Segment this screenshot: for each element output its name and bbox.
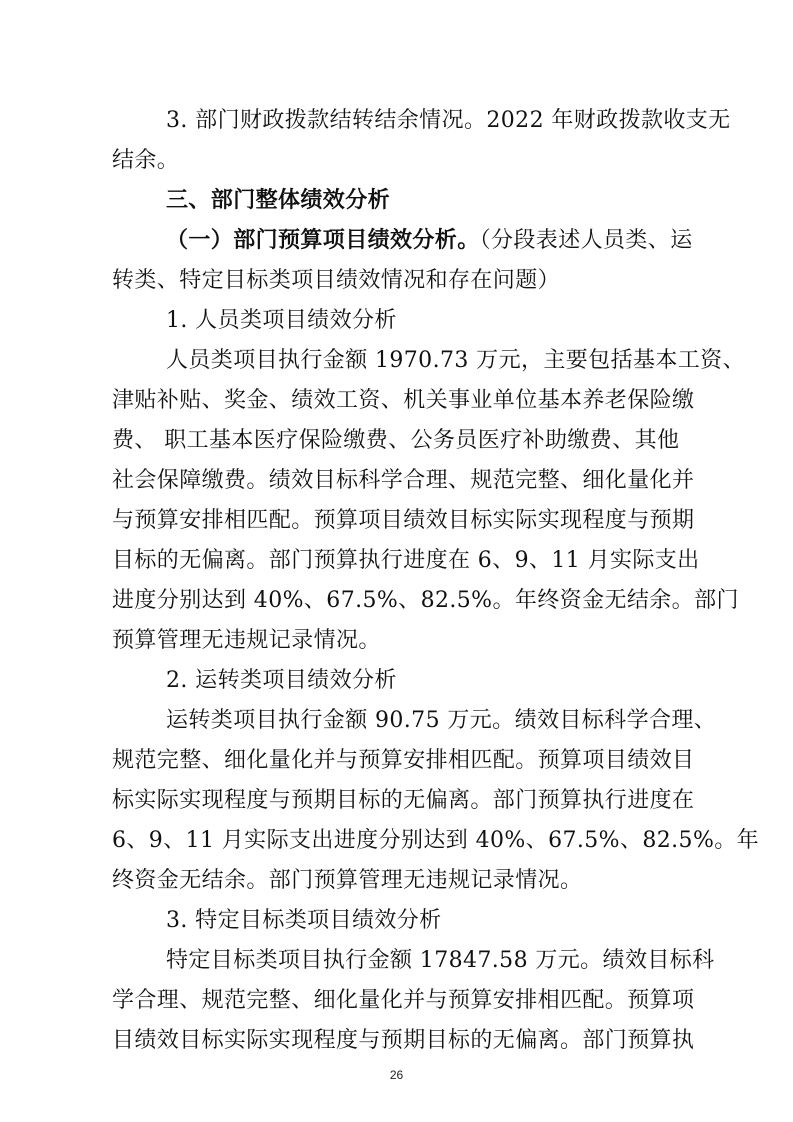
item-heading: 2. 运转类项目绩效分析: [166, 668, 397, 693]
paragraph-line: 社会保障缴费。绩效目标科学合理、规范完整、细化量化并: [112, 468, 695, 493]
paragraph-line: 特定目标类项目执行金额 17847.58 万元。绩效目标科: [166, 948, 715, 973]
paragraph-line: 人员类项目执行金额 1970.73 万元，主要包括基本工资、: [166, 348, 745, 373]
paragraph-line: 费、 职工基本医疗保险缴费、公务员医疗补助缴费、其他: [112, 428, 680, 453]
paragraph-line: 标实际实现程度与预期目标的无偏离。部门预算执行进度在: [112, 788, 695, 813]
paragraph-line: 学合理、规范完整、细化量化并与预算安排相匹配。预算项: [112, 988, 695, 1013]
item-heading: 1. 人员类项目绩效分析: [166, 308, 397, 333]
subsection-heading: （一）部门预算项目绩效分析。: [166, 228, 480, 253]
paragraph-line: 6、9、11 月实际支出进度分别达到 40%、67.5%、82.5%。年: [112, 828, 760, 853]
paragraph-line: 运转类项目执行金额 90.75 万元。绩效目标科学合理、: [166, 708, 717, 733]
paragraph-line: 结余。: [112, 148, 180, 173]
section-heading: 三、部门整体绩效分析: [166, 188, 391, 213]
paragraph-line: 3. 部门财政拨款结转结余情况。2022 年财政拨款收支无: [166, 108, 731, 133]
paragraph-line: 预算管理无违规记录情况。: [112, 628, 381, 653]
item-heading: 3. 特定目标类项目绩效分析: [166, 908, 442, 933]
paragraph-line: 目绩效目标实际实现程度与预期目标的无偏离。部门预算执: [112, 1028, 695, 1053]
paragraph-line: 与预算安排相匹配。预算项目绩效目标实际实现程度与预期: [112, 508, 695, 533]
paragraph-line: 转类、特定目标类项目绩效情况和存在问题）: [112, 268, 561, 293]
subsection-line: [166, 222, 693, 260]
paragraph-line: 终资金无结余。部门预算管理无违规记录情况。: [112, 868, 583, 893]
subsection-note: （分段表述人员类、运: [479, 228, 693, 253]
paragraph-line: 进度分别达到 40%、67.5%、82.5%。年终资金无结余。部门: [112, 588, 739, 613]
page-number: 26: [389, 1068, 404, 1082]
paragraph-line: 规范完整、细化量化并与预算安排相匹配。预算项目绩效目: [112, 748, 695, 773]
paragraph-line: 目标的无偏离。部门预算执行进度在 6、9、11 月实际支出: [112, 548, 700, 573]
paragraph-line: 津贴补贴、奖金、绩效工资、机关事业单位基本养老保险缴: [112, 388, 695, 413]
